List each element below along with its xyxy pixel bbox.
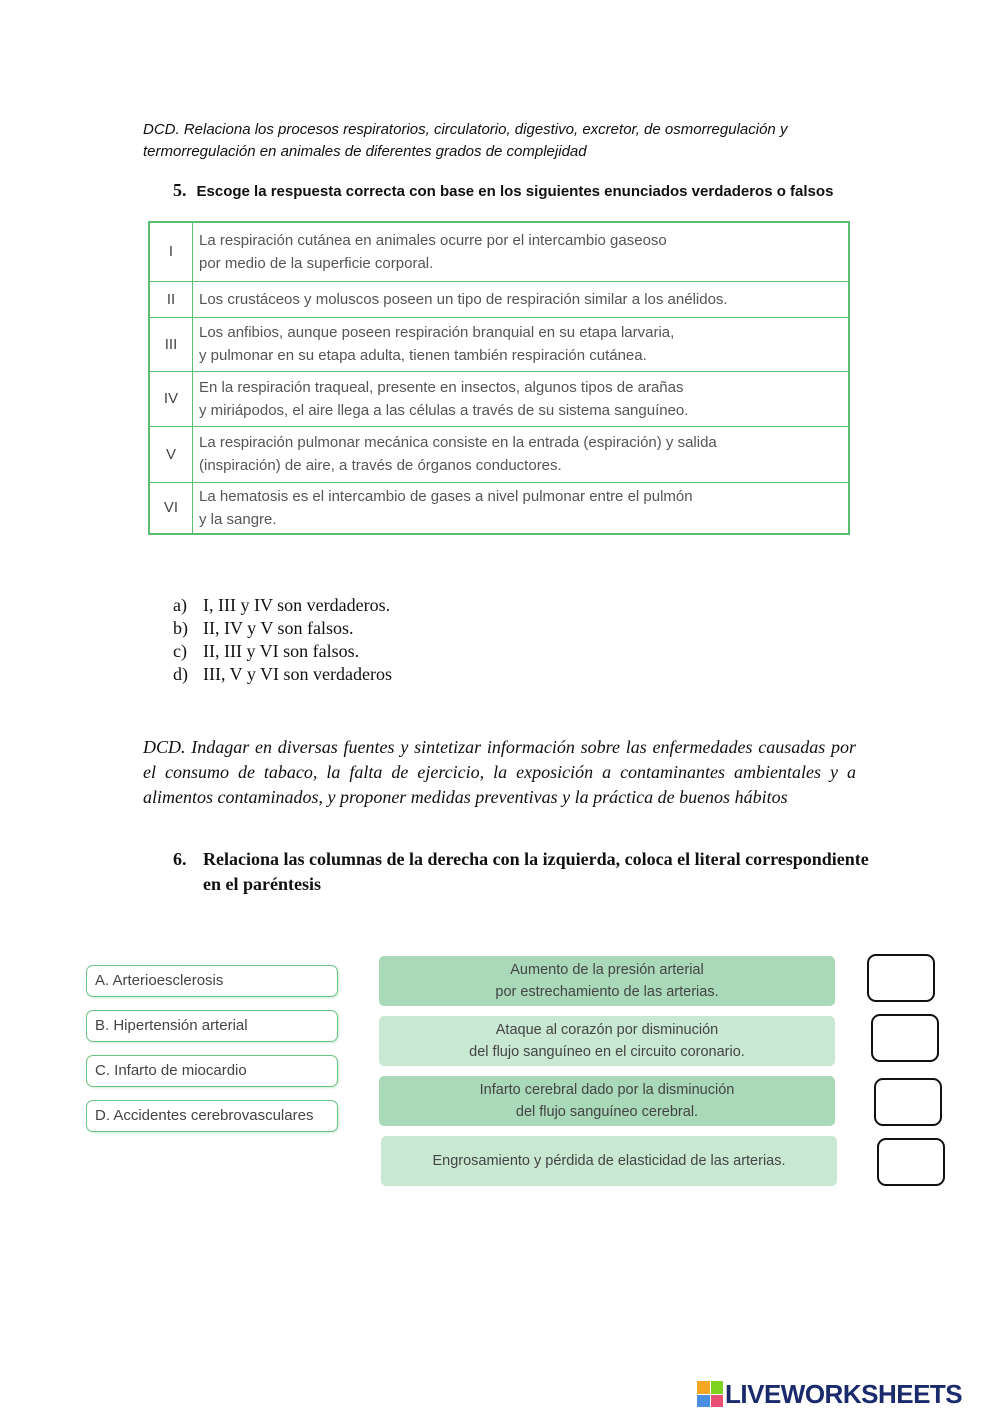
question-5-text: Escoge la respuesta correcta con base en los siguientes enunciados verdaderos o falsos [196,183,834,200]
option-d[interactable]: d) III, V y VI son verdaderos [173,664,392,684]
right-item-1: Aumento de la presión arterial por estrechamiento de las arterias. [379,956,835,1006]
statements-table [148,221,850,535]
statement-row [149,371,849,426]
answer-options [173,594,392,686]
option-a[interactable]: a) I, III y IV son verdaderos. [173,595,391,615]
statement-text: Los crustáceos y moluscos poseen un tipo de respiración similar a los anélidos. [193,281,850,317]
statement-row [149,222,849,281]
answer-box-1[interactable] [867,954,935,1002]
option-c[interactable]: c) II, III y VI son falsos. [173,641,360,661]
left-item-c: C. Infarto de miocardio [86,1055,338,1087]
right-item-2: Ataque al corazón por disminución del flujo sanguíneo en el circuito coronario. [379,1016,835,1066]
statement-row [149,482,849,534]
left-item-a: A. Arterioesclerosis [86,965,338,997]
statement-numeral: V [149,426,193,482]
statement-numeral: VI [149,482,193,534]
question-5-number: 5. [173,180,187,200]
statement-row [149,281,849,317]
left-item-d: D. Accidentes cerebrovasculares [86,1100,338,1132]
statement-text: La hematosis es el intercambio de gases a nivel pulmonar entre el pulmón y la sangre. [193,482,850,534]
statement-text: La respiración pulmonar mecánica consiste en la entrada (espiración) y salida (inspiración) de aire, a través de órganos conductores. [193,426,850,482]
statement-numeral: I [149,222,193,281]
logo-text: LIVEWORKSHEETS [725,1378,963,1409]
answer-box-2[interactable] [871,1014,939,1062]
left-item-b: B. Hipertensión arterial [86,1010,338,1042]
answer-box-3[interactable] [874,1078,942,1126]
answer-box-4[interactable] [877,1138,945,1186]
statement-text: La respiración cutánea en animales ocurre por el intercambio gaseoso por medio de la superficie corporal. [193,222,850,281]
dcd-objective-6: DCD. Indagar en diversas fuentes y sintetizar información sobre las enfermedades causadas por el consumo de tabaco, la falta de ejercicio, la exposición a contaminantes ambientales y a alimentos contaminados, y proponer medidas preventivas y la práctica de buenos hábitos [143,737,856,807]
question-6-number: 6. [173,849,187,869]
statement-numeral: IV [149,371,193,426]
liveworksheets-logo-icon [697,1381,723,1407]
question-6 [173,847,873,897]
statement-numeral: III [149,317,193,371]
right-item-4: Engrosamiento y pérdida de elasticidad de las arterias. [381,1136,837,1186]
right-item-3: Infarto cerebral dado por la disminución del flujo sanguíneo cerebral. [379,1076,835,1126]
dcd-objective-5: DCD. Relaciona los procesos respiratorios, circulatorio, digestivo, excretor, de osmorregulación y termorregulación en animales de diferentes grados de complejidad [143,121,788,160]
question-5 [173,179,873,203]
statement-numeral: II [149,281,193,317]
statement-row [149,426,849,482]
question-6-text: Relaciona las columnas de la derecha con la izquierda, coloca el literal correspondiente en el paréntesis [203,849,869,894]
statement-row [149,317,849,371]
liveworksheets-logo [697,1378,962,1410]
option-b[interactable]: b) II, IV y V son falsos. [173,618,354,638]
statement-text: Los anfibios, aunque poseen respiración branquial en su etapa larvaria, y pulmonar en su etapa adulta, tienen también respiración cutánea. [193,317,850,371]
statement-text: En la respiración traqueal, presente en insectos, algunos tipos de arañas y miriápodos, el aire llega a las células a través de su sistema sanguíneo. [193,371,850,426]
